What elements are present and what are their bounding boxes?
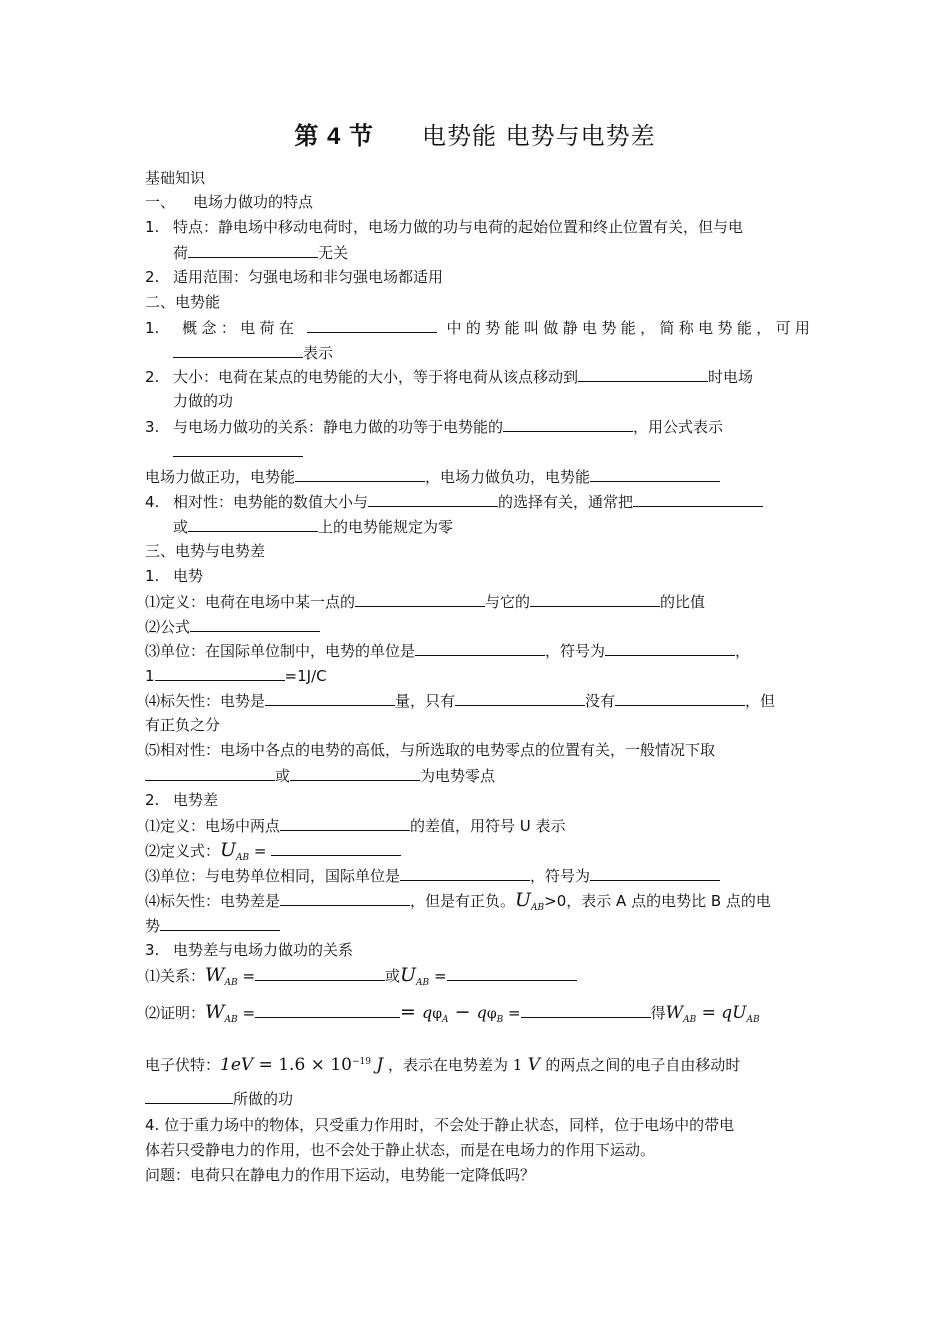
formula-u-ab: $U_{AB}$ [400,964,430,988]
blank[interactable] [455,688,585,706]
blank[interactable] [521,1000,651,1018]
blank[interactable] [255,1000,400,1018]
subsection-heading: 2. 电势差 [145,791,219,809]
blank[interactable] [190,614,320,632]
blank[interactable] [530,589,660,607]
question-text: 问题：电荷只在静电力的作用下运动，电势能一定降低吗？ [145,1166,536,1184]
list-item-cont: 荷 无关 [173,240,810,265]
section-number: 第 4 节 [294,123,375,150]
formula-w-ab: $W_{AB}$ [205,1001,238,1025]
text-line: ⑴定义：电场中两点 的差值，用符号 U 表示 [145,813,810,838]
list-item-cont: 表示 [173,340,810,365]
blank[interactable] [173,439,303,457]
blank[interactable] [615,688,745,706]
formula-u-ab: $U_{AB}$ [515,889,545,913]
blank[interactable] [265,688,395,706]
formula-w-ab: $W_{AB}$ [205,964,238,988]
blank[interactable] [415,638,545,656]
subsection-heading: 3. 电势差与电场力做功的关系 [145,941,354,959]
text-line: ⑷标矢性：电势差是 ，但是有正负。$U_{AB}>0$，表示 A 点的电势比 B 点的电 [145,889,771,913]
blank[interactable] [160,913,280,931]
blank[interactable] [290,763,420,781]
list-item: 4. 相对性：电势能的数值大小与 的选择有关，通常把 [145,489,810,514]
text-line: ⑶单位：在国际单位制中，电势的单位是 ，符号为 ， [145,638,810,663]
blank[interactable] [633,489,763,507]
section-1-heading: 一、 电场力做功的特点 [145,193,314,211]
blank[interactable] [447,963,577,981]
subsection-heading: 1. 电势 [145,567,204,585]
text-line: 电场力做正功，电势能 ，电场力做负功，电势能 [145,464,810,489]
section-3-heading: 三、电势与电势差 [145,542,266,560]
text-line: ⑵公式 [145,614,810,639]
text-line: ⑷标矢性：电势是 量，只有 没有 ，但 [145,688,810,713]
text-line: ⑵证明：$W_{AB}$ = = $q\varphi_A - q\varphi_B$ = 得$W_{AB} = qU_{AB}$ [145,1001,760,1025]
blank[interactable] [400,863,530,881]
list-item-cont: 或 上的电势能规定为零 [173,514,810,539]
text-line: ⑸相对性：电场中各点的电势的高低，与所选取的电势零点的位置有关，一般情况下取 [145,741,716,759]
text-line: 电子伏特：$1eV = 1.6 \times 10^{-19}$ J ，表示在电势差为 1 V 的两点之间的电子自由移动时 [145,1055,741,1075]
text-line: 4. 位于重力场中的物体，只受重力作用时，不会处于静止状态，同样，位于电场中的带电 [145,1116,735,1134]
blank[interactable] [605,638,735,656]
list-item: 2. 适用范围：匀强电场和非匀强电场都适用 [145,268,444,286]
blank[interactable] [271,838,401,856]
formula-u-ab: $U_{AB}$ [220,839,250,863]
list-item-cont [173,439,810,464]
blank[interactable] [188,514,318,532]
text-line: 势 [145,913,810,938]
list-item-cont: 力做的功 [173,392,234,410]
text-line: 有正负之分 [145,716,221,734]
text-line: 或 为电势零点 [145,763,810,788]
text-line: 1 =1J/C [145,663,810,688]
section-2-heading: 二、电势能 [145,293,221,311]
section-title: 电势能 电势与电势差 [422,122,656,150]
blank[interactable] [188,240,318,258]
blank[interactable] [590,464,720,482]
blank[interactable] [280,813,410,831]
text-line: 所做的功 [145,1086,810,1111]
blank[interactable] [503,414,633,432]
blank[interactable] [368,489,498,507]
blank[interactable] [280,888,410,906]
blank[interactable] [255,963,385,981]
formula-w-eq-qu: $W_{AB} = qU_{AB}$ [665,1003,760,1025]
list-item: 1. 概念：电荷在 中的势能叫做静电势能，简称电势能，可用 [145,315,810,340]
blank[interactable] [173,340,303,358]
text-line: 体若只受静电力的作用，也不会处于静止状态，而是在电场力的作用下运动。 [145,1141,656,1159]
blank[interactable] [155,663,285,681]
page-title [0,116,950,151]
formula-ev: $1eV = 1.6 \times 10^{-19}$ J [220,1055,384,1075]
text-line: ⑵定义式：$U_{AB}$ = [145,838,810,870]
list-item: 2. 大小：电荷在某点的电势能的大小，等于将电荷从该点移动到 时电场 [145,364,810,389]
list-item: 3. 与电场力做功的关系：静电力做的功等于电势能的 ，用公式表示 [145,414,810,439]
blank[interactable] [590,863,720,881]
blank[interactable] [578,364,708,382]
blank[interactable] [145,1086,233,1104]
blank[interactable] [145,763,275,781]
text-line: ⑶单位：与电势单位相同，国际单位是 ，符号为 [145,863,810,888]
text-line: ⑴关系：$W_{AB}$ = 或$U_{AB}$ = [145,963,810,995]
blank[interactable] [295,464,425,482]
blank[interactable] [355,589,485,607]
blank[interactable] [307,315,437,333]
basics-label: 基础知识 [145,169,206,187]
formula-q-phi: = $q\varphi_A - q\varphi_B$ [400,1001,504,1025]
text-line: ⑴定义：电荷在电场中某一点的 与它的 的比值 [145,589,810,614]
list-item: 1. 特点：静电场中移动电荷时，电场力做的功与电荷的起始位置和终止位置有关，但与电 [145,218,744,236]
